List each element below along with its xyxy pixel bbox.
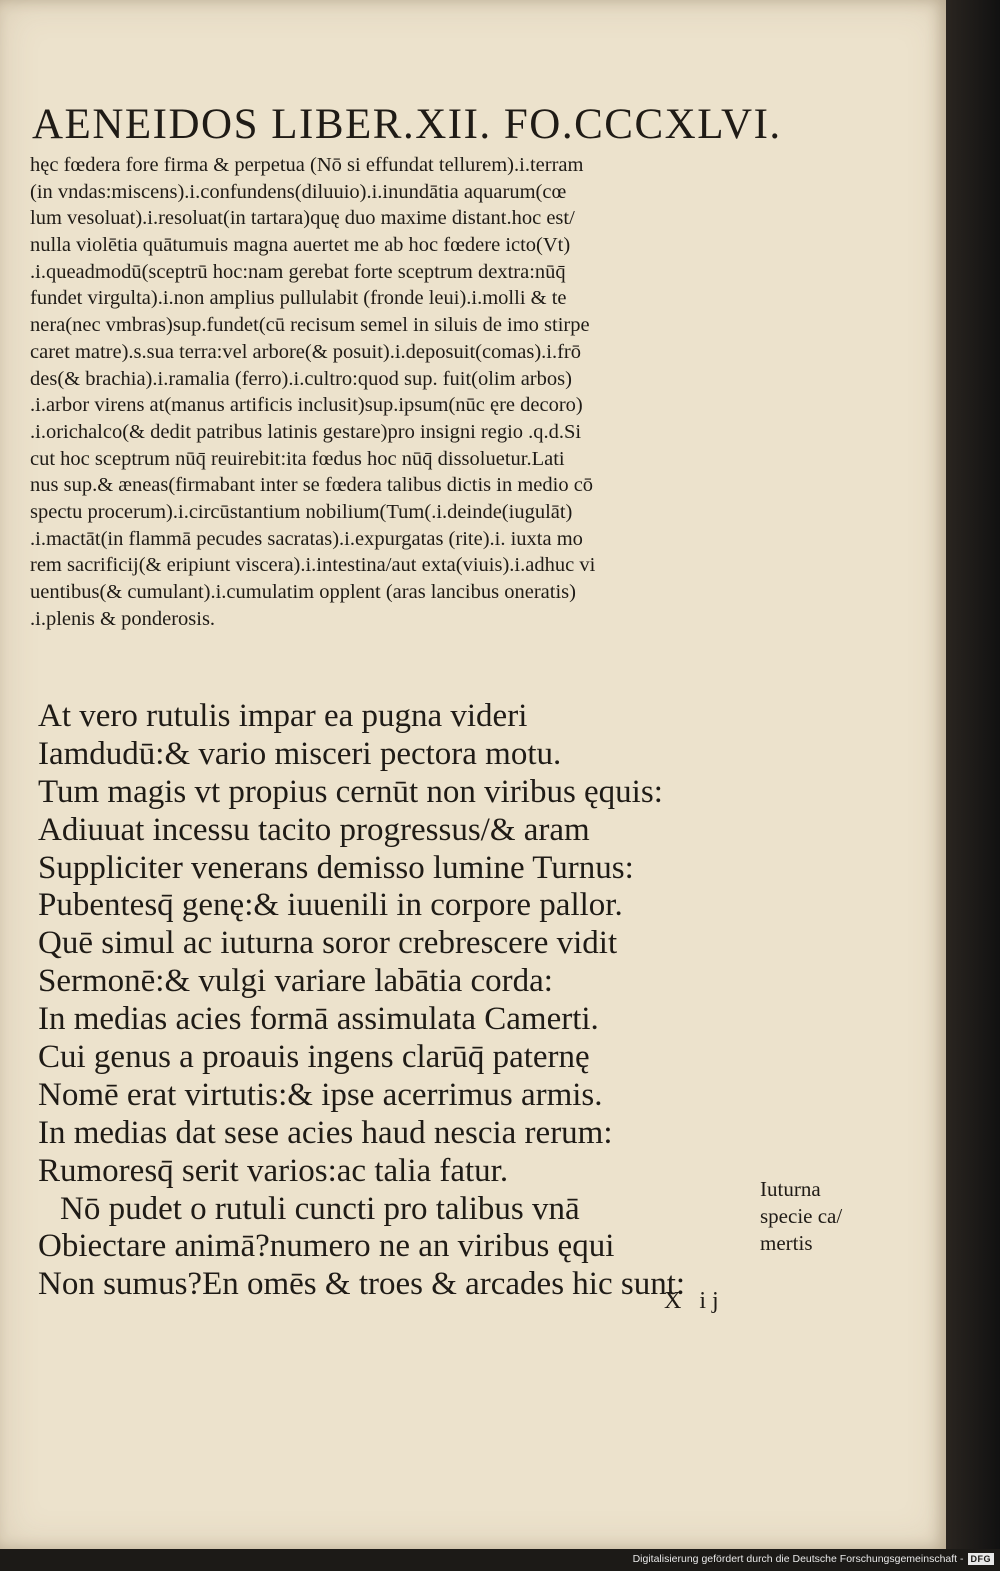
margin-note-line: mertis	[760, 1231, 813, 1255]
margin-note	[760, 1176, 870, 1257]
margin-note-line: specie ca/	[760, 1204, 843, 1228]
commentary-line: fundet virgulta).i.non amplius pullulabit (fronde leui).i.molli & te	[30, 287, 567, 310]
running-title: AENEIDOS LIBER.XII. FO.CCCXLVI.	[32, 101, 782, 148]
verse-line: Pubentesq̄ genę:& iuuenili in corpore pallor.	[38, 887, 623, 924]
commentary-line: spectu procerum).i.circūstantium nobilium(Tum(.i.deinde(iugulāt)	[30, 500, 573, 523]
commentary-line: .i.arbor virens at(manus artificis inclusit)sup.ipsum(nūc ęre decoro)	[30, 394, 583, 417]
verse-line: Nō pudet o rutuli cuncti pro talibus vnā	[60, 1190, 580, 1227]
verse-line: Quē simul ac iuturna soror crebrescere vidit	[38, 925, 618, 962]
digitization-footer	[633, 1553, 994, 1565]
commentary-line: nulla violētia quātumuis magna auertet me ab hoc fœdere icto(Vt)	[30, 234, 571, 257]
commentary-line: cut hoc sceptrum nūq̄ reuirebit:ita fœdus hoc nūq̄ dissoluetur.Lati	[30, 447, 565, 470]
commentary-line: des(& brachia).i.ramalia (ferro).i.cultro:quod sup. fuit(olim arbos)	[30, 367, 572, 390]
verse-line: Suppliciter venerans demisso lumine Turnus:	[38, 849, 634, 886]
margin-note-line: Iuturna	[760, 1177, 821, 1201]
signature-mark: X ij	[664, 1288, 725, 1314]
footer-text: Digitalisierung gefördert durch die Deutsche Forschungsgemeinschaft -	[632, 1553, 964, 1565]
verse-line: Cui genus a proauis ingens clarūq̄ paternę	[38, 1039, 590, 1076]
commentary-line: nera(nec vmbras)sup.fundet(cū recisum semel in siluis de imo stirpe	[30, 314, 590, 337]
verse-line: Tum magis vt propius cernūt non viribus ęquis:	[38, 773, 663, 810]
commentary-block	[30, 152, 760, 632]
commentary-line: .i.orichalco(& dedit patribus latinis gestare)pro insigni regio .q.d.Si	[30, 420, 582, 443]
commentary-line: .i.queadmodū(sceptrū hoc:nam gerebat forte sceptrum dextra:nūq̄	[30, 260, 566, 283]
commentary-line: rem sacrificij(& eripiunt viscera).i.intestina/aut exta(viuis).i.adhuc vi	[30, 554, 596, 577]
commentary-line: .i.plenis & ponderosis.	[30, 607, 216, 630]
dfg-logo-icon: DFG	[968, 1553, 995, 1565]
verse-line: Sermonē:& vulgi variare labātia corda:	[38, 963, 553, 1000]
verse-block	[38, 698, 758, 1304]
commentary-line: (in vndas:miscens).i.confundens(diluuio).i.inundātia aquarum(cœ	[30, 180, 567, 203]
commentary-line: lum vesoluat).i.resoluat(in tartara)quę duo maxime distant.hoc est/	[30, 207, 575, 230]
commentary-line: hęc fœdera fore firma & perpetua (Nō si effundat tellurem).i.terram	[30, 154, 584, 176]
verse-line: Nomē erat virtutis:& ipse acerrimus armis.	[38, 1076, 603, 1113]
verse-line: Rumoresq̄ serit varios:ac talia fatur.	[38, 1152, 509, 1189]
verse-line: Non sumus?En omēs & troes & arcades hic sunt:	[38, 1266, 686, 1303]
verse-line: Adiuuat incessu tacito progressus/& aram	[38, 811, 590, 848]
commentary-line: .i.mactāt(in flammā pecudes sacratas).i.expurgatas (rite).i. iuxta mo	[30, 527, 583, 550]
verse-line: In medias dat sese acies haud nescia rerum:	[38, 1114, 613, 1151]
verse-line: Obiectare animā?numero ne an viribus ęqui	[38, 1228, 615, 1265]
verse-line: In medias acies formā assimulata Camerti.	[38, 1001, 599, 1038]
verse-line: At vero rutulis impar ea pugna videri	[38, 698, 528, 734]
commentary-line: uentibus(& cumulant).i.cumulatim opplent (aras lancibus oneratis)	[30, 581, 576, 603]
page-edge	[946, 0, 1000, 1549]
commentary-line: caret matre).s.sua terra:vel arbore(& posuit).i.deposuit(comas).i.frō	[30, 340, 582, 363]
verse-line: Iamdudū:& vario misceri pectora motu.	[38, 735, 562, 772]
commentary-line: nus sup.& æneas(firmabant inter se fœdera talibus dictis in medio cō	[30, 474, 594, 497]
